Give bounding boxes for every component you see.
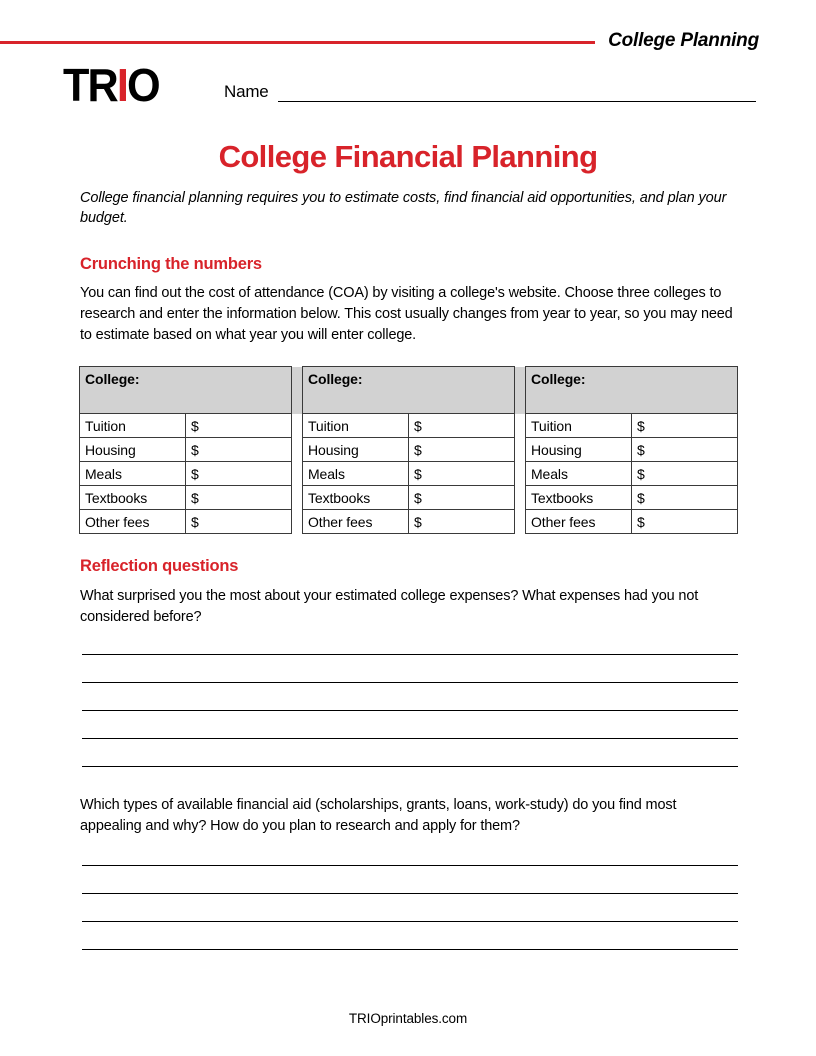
row-label-meals-3: Meals bbox=[526, 462, 632, 486]
row-amount-housing-3[interactable]: $ bbox=[632, 438, 738, 462]
reflection-question-1-block bbox=[80, 586, 738, 628]
header-category-label: College Planning bbox=[608, 30, 759, 51]
row-amount-meals-1[interactable]: $ bbox=[186, 462, 292, 486]
logo-text-o: O bbox=[127, 59, 159, 111]
logo-text-tr: TR bbox=[63, 59, 117, 111]
row-label-other-fees-2: Other fees bbox=[303, 510, 409, 534]
row-amount-meals-2[interactable]: $ bbox=[409, 462, 515, 486]
answer-line-q1-5[interactable] bbox=[82, 766, 738, 767]
section-heading-crunching: Crunching the numbers bbox=[80, 255, 262, 273]
row-label-other-fees-3: Other fees bbox=[526, 510, 632, 534]
row-label-other-fees-1: Other fees bbox=[80, 510, 186, 534]
intro-text: College financial planning requires you to estimate costs, find financial aid opportunities, and plan your budget. bbox=[80, 190, 727, 226]
row-label-tuition-3: Tuition bbox=[526, 414, 632, 438]
row-label-housing-2: Housing bbox=[303, 438, 409, 462]
college-header-cell-2: College: bbox=[303, 367, 515, 414]
name-label: Name bbox=[224, 82, 269, 101]
answer-line-q2-2[interactable] bbox=[82, 893, 738, 894]
crunching-paragraph: You can find out the cost of attendance (COA) by visiting a college's website. Choose three colleges to research and enter the information below. This cost usually changes from year to year, so you may need to estimate based on what year you will enter college. bbox=[80, 285, 733, 343]
answer-line-q2-3[interactable] bbox=[82, 921, 738, 922]
column-gap bbox=[292, 486, 303, 510]
column-gap bbox=[292, 462, 303, 486]
column-gap bbox=[515, 486, 526, 510]
column-gap bbox=[515, 414, 526, 438]
answer-line-q1-4[interactable] bbox=[82, 738, 738, 739]
row-amount-housing-1[interactable]: $ bbox=[186, 438, 292, 462]
reflection-question-1-text: What surprised you the most about your estimated college expenses? What expenses had you not considered before? bbox=[80, 588, 699, 625]
column-gap bbox=[515, 438, 526, 462]
reflection-question-2-block bbox=[80, 795, 730, 837]
table-row bbox=[80, 486, 738, 510]
answer-line-q1-2[interactable] bbox=[82, 682, 738, 683]
row-label-tuition-2: Tuition bbox=[303, 414, 409, 438]
table-row bbox=[80, 462, 738, 486]
reflection-question-2-text: Which types of available financial aid (scholarships, grants, loans, work-study) do you find most appealing and why? How do you plan to research and apply for them? bbox=[80, 797, 677, 834]
row-amount-housing-2[interactable]: $ bbox=[409, 438, 515, 462]
row-amount-textbooks-3[interactable]: $ bbox=[632, 486, 738, 510]
row-label-textbooks-3: Textbooks bbox=[526, 486, 632, 510]
section-heading-reflection: Reflection questions bbox=[80, 557, 239, 575]
row-label-tuition-1: Tuition bbox=[80, 414, 186, 438]
college-header-cell-1: College: bbox=[80, 367, 292, 414]
table-row bbox=[80, 510, 738, 534]
row-amount-tuition-3[interactable]: $ bbox=[632, 414, 738, 438]
row-amount-textbooks-1[interactable]: $ bbox=[186, 486, 292, 510]
header-red-rule bbox=[0, 41, 595, 44]
answer-line-q2-1[interactable] bbox=[82, 865, 738, 866]
column-gap bbox=[515, 462, 526, 486]
row-amount-other-fees-1[interactable]: $ bbox=[186, 510, 292, 534]
row-label-textbooks-2: Textbooks bbox=[303, 486, 409, 510]
name-input-line[interactable] bbox=[278, 101, 756, 102]
row-amount-textbooks-2[interactable]: $ bbox=[409, 486, 515, 510]
column-gap bbox=[515, 510, 526, 534]
table-body bbox=[80, 367, 738, 534]
row-amount-other-fees-2[interactable]: $ bbox=[409, 510, 515, 534]
row-label-meals-2: Meals bbox=[303, 462, 409, 486]
answer-line-q1-3[interactable] bbox=[82, 710, 738, 711]
row-label-meals-1: Meals bbox=[80, 462, 186, 486]
intro-block bbox=[80, 188, 740, 228]
answer-line-q2-4[interactable] bbox=[82, 949, 738, 950]
row-amount-meals-3[interactable]: $ bbox=[632, 462, 738, 486]
column-gap-2 bbox=[515, 367, 526, 414]
section-body-crunching bbox=[80, 283, 738, 346]
row-label-housing-1: Housing bbox=[80, 438, 186, 462]
trio-logo bbox=[63, 59, 159, 111]
row-amount-tuition-2[interactable]: $ bbox=[409, 414, 515, 438]
row-label-textbooks-1: Textbooks bbox=[80, 486, 186, 510]
row-label-housing-3: Housing bbox=[526, 438, 632, 462]
row-amount-other-fees-3[interactable]: $ bbox=[632, 510, 738, 534]
cost-of-attendance-table bbox=[79, 366, 738, 534]
table-row bbox=[80, 438, 738, 462]
column-gap-1 bbox=[292, 367, 303, 414]
table-header-row bbox=[80, 367, 738, 414]
column-gap bbox=[292, 510, 303, 534]
logo-text-i: I bbox=[116, 59, 128, 111]
footer-website: TRIOprintables.com bbox=[348, 1011, 468, 1026]
row-amount-tuition-1[interactable]: $ bbox=[186, 414, 292, 438]
table-row bbox=[80, 414, 738, 438]
college-header-cell-3: College: bbox=[526, 367, 738, 414]
answer-line-q1-1[interactable] bbox=[82, 654, 738, 655]
column-gap bbox=[292, 438, 303, 462]
page-title: College Financial Planning bbox=[218, 139, 598, 174]
column-gap bbox=[292, 414, 303, 438]
